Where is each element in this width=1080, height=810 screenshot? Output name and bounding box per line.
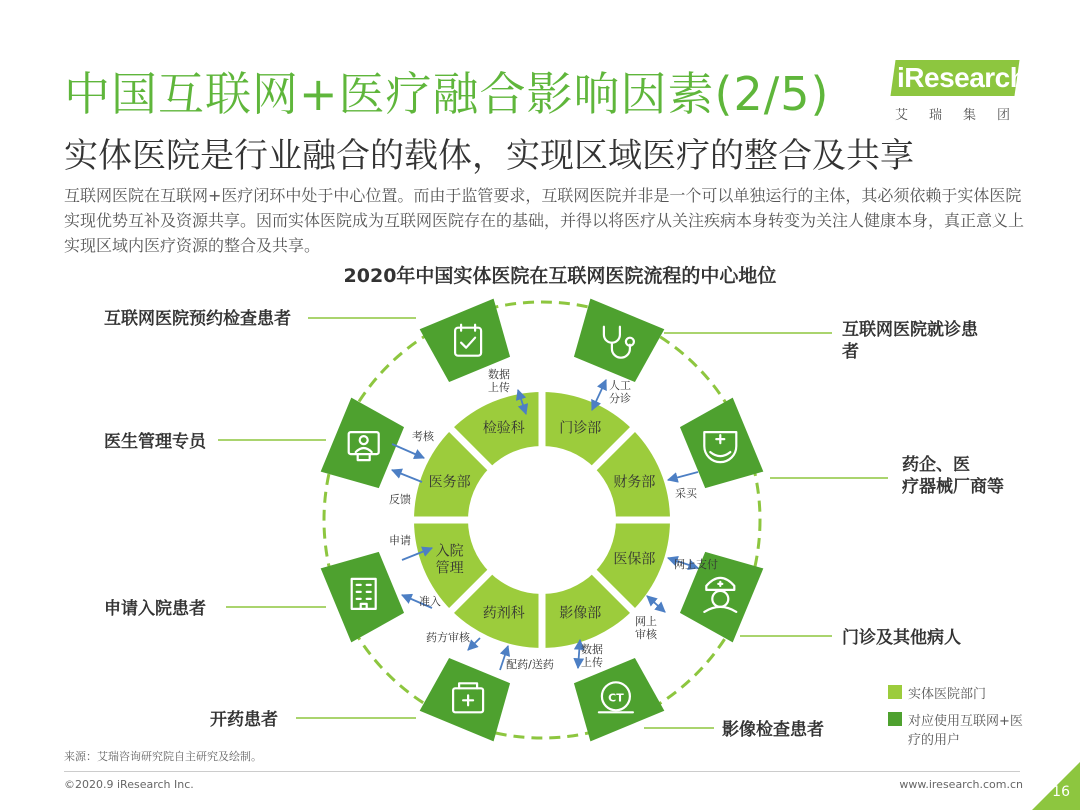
- flow-label: 数据上传: [581, 643, 603, 669]
- flow-label: 药方审核: [426, 631, 470, 644]
- flow-label: 采买: [675, 487, 697, 500]
- intro-paragraph: 互联网医院在互联网+医疗闭环中处于中心位置。而由于监管要求，互联网医院并非是一个可以单独运行的主体，其必须依赖于实体医院实现优势互补及资源共享。因而实体医院成为互联网医院存在的基础，并得以将医疗从关注疾病本身转变为关注人健康本身，真正意义上实现区域内医疗资源的整合及共享。: [64, 186, 1025, 255]
- department-label: 医保部: [613, 551, 656, 568]
- flow-label: 申请: [389, 534, 411, 547]
- user-label: 门诊及其他病人: [842, 628, 961, 648]
- user-label: 申请入院患者: [104, 599, 206, 619]
- flow-label: 准入: [419, 595, 441, 608]
- legend-label-users: 对应使用互联网+医疗的用户: [908, 714, 1023, 748]
- legend-item-users: [888, 710, 1028, 748]
- department-label: 财务部: [613, 474, 656, 491]
- diagram-title: 2020年中国实体医院在互联网医院流程的中心地位: [343, 265, 777, 287]
- flow-label: 人工分诊: [609, 379, 631, 405]
- department-label: 检验科: [482, 420, 525, 437]
- svg-text:CT: CT: [608, 691, 624, 705]
- user-label: 医生管理专员: [104, 432, 206, 452]
- flow-label: 数据上传: [488, 368, 510, 394]
- department-label: 入院管理: [435, 543, 464, 577]
- flow-label: 考核: [412, 430, 434, 443]
- page-number: 16: [1052, 784, 1070, 800]
- logo-subtext: 艾瑞集团: [895, 108, 1032, 123]
- source-note: 来源：艾瑞咨询研究院自主研究及绘制。: [64, 750, 262, 763]
- page-title: 中国互联网+医疗融合影响因素(2/5): [64, 67, 830, 121]
- user-label: 影像检查患者: [722, 720, 824, 740]
- user-label: 开药患者: [210, 710, 278, 730]
- user-label: 药企、医疗器械厂商等: [902, 455, 1004, 497]
- footer-divider: [64, 771, 1020, 772]
- department-label: 医务部: [428, 474, 471, 491]
- department-sectors: [412, 390, 672, 650]
- department-label: 药剂科: [482, 605, 525, 622]
- department-label: 影像部: [559, 605, 602, 622]
- flow-label: 网上支付: [674, 558, 718, 571]
- center-circle: [468, 446, 616, 594]
- legend-item-departments: [888, 683, 1028, 702]
- user-label: 互联网医院预约检查患者: [104, 309, 291, 329]
- user-label: 互联网医院就诊患者: [842, 320, 978, 362]
- legend-swatch-departments: [888, 685, 902, 699]
- flow-label: 网上审核: [635, 615, 657, 641]
- website: www.iresearch.com.cn: [899, 778, 1023, 791]
- department-label: 门诊部: [559, 420, 602, 437]
- legend-swatch-users: [888, 712, 902, 726]
- legend-label-departments: 实体医院部门: [908, 687, 987, 702]
- legend: [888, 683, 1028, 756]
- flow-label: 反馈: [389, 493, 411, 506]
- logo-text: iResearch: [897, 62, 1027, 93]
- flow-label: 配药/送药: [506, 658, 554, 671]
- page-subtitle: 实体医院是行业融合的载体，实现区域医疗的整合及共享: [64, 136, 914, 176]
- copyright: ©2020.9 iResearch Inc.: [64, 778, 194, 791]
